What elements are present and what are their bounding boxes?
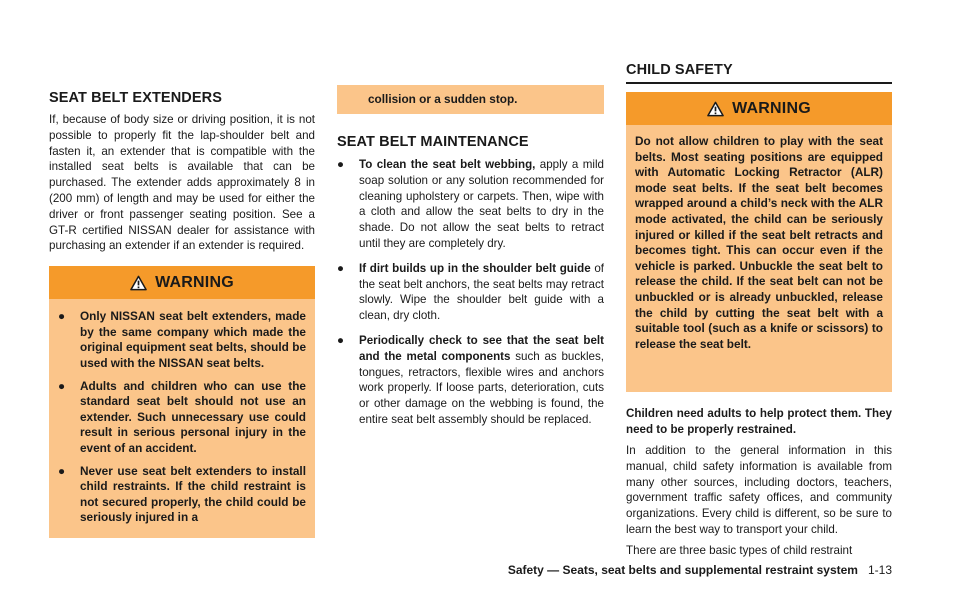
extenders-warning-list [49, 299, 315, 526]
child-safety-bold-paragraph: Children need adults to help protect them. They need to be properly restrained. [626, 407, 892, 436]
page-number: 1-13 [867, 563, 892, 577]
maintenance-list [337, 157, 604, 428]
extenders-warning-box [49, 266, 315, 538]
child-safety-warning-text: Do not allow children to play with the seat belts. Most seating positions are equipped with Automatic Locking Retractor (ALR) mode seat belts. If the seat belt becomes wrapped around a child’s neck with the ALR mode activated, the child can be seriously injured or killed if the seat belt retracts and becomes tight. This can occur even if the vehicle is parked. Unbuckle the seat belt to release the child. If the seat belt can not be unbuckled or is already unbuckled, release the child by cutting the seat belt with a suitable tool (such as a knife or scissors) to release the seat belt. [635, 134, 883, 351]
warning-list-item: ● Never use seat belt extenders to install child restraints. If the child restraint is not secured properly, the child could be seriously injured in a [58, 463, 306, 525]
child-safety-warning-title: WARNING [732, 99, 811, 117]
child-safety-paragraph-1: In addition to the general information in this manual, child safety information is available from many other sources, including doctors, teachers, government traffic safety offices, and community organizations. Every child is different, so be sure to learn the best way to transport your child. [626, 444, 892, 536]
column-left [49, 0, 315, 538]
page-footer [508, 563, 892, 577]
list-item: ● If dirt builds up in the shoulder belt guide of the seat belt anchors, the seat belts may retract slowly. Wipe the shoulder belt guide with a clean, dry cloth. [337, 261, 605, 323]
child-safety-paragraph-2: There are three basic types of child restraint [626, 543, 853, 557]
child-safety-heading: CHILD SAFETY [626, 62, 733, 78]
seat-belt-extenders-body: If, because of body size or driving position, it is not possible to properly fit the lap-shoulder belt and fasten it, an extender that is compatible with the installed seat belts is available that can be purchased. The extender adds approximately 8 in (200 mm) of length and may be used for either the driver or front passenger seating position. See a GT-R certified NISSAN dealer for assistance with purchasing an extender if an extender is required. [49, 113, 315, 253]
extenders-warning-title: WARNING [155, 273, 234, 291]
seat-belt-extenders-heading: SEAT BELT EXTENDERS [49, 90, 222, 106]
warning-triangle-icon [707, 101, 724, 117]
warning-list-item: ● Adults and children who can use the standard seat belt should not use an extender. Such unnecessary use could result in serious personal injury in the event of an accident. [58, 378, 306, 455]
child-safety-warning-header [626, 92, 892, 125]
column-middle [337, 0, 604, 437]
list-item: ● Periodically check to see that the seat belt and the metal components such as buckles, tongues, retractors, flexible wires and anchors work properly. If loose parts, deterioration, cuts or other damage on the webbing is found, the entire seat belt assembly should be replaced. [337, 333, 604, 426]
heading-rule [626, 82, 892, 84]
list-item: ● To clean the seat belt webbing, apply a mild soap solution or any solution recommended for cleaning upholstery or carpets. Then, wipe with a cloth and allow the seat belts to dry in the shade. Do not allow the seat belts to retract until they are completely dry. [337, 158, 605, 250]
footer-section-title: Safety — Seats, seat belts and supplemental restraint system [507, 563, 858, 577]
child-safety-warning-box [626, 92, 892, 392]
column-right [626, 0, 892, 559]
warning-list-item: ● Only NISSAN seat belt extenders, made by the same company which made the original equipment seat belts, should be used with the NISSAN seat belts. [58, 309, 306, 370]
warning-triangle-icon [130, 275, 147, 291]
continued-warning-text: collision or a sudden stop. [368, 92, 518, 106]
continued-warning-box [337, 85, 604, 114]
extenders-warning-header [49, 266, 315, 299]
seat-belt-maintenance-heading: SEAT BELT MAINTENANCE [337, 134, 529, 150]
